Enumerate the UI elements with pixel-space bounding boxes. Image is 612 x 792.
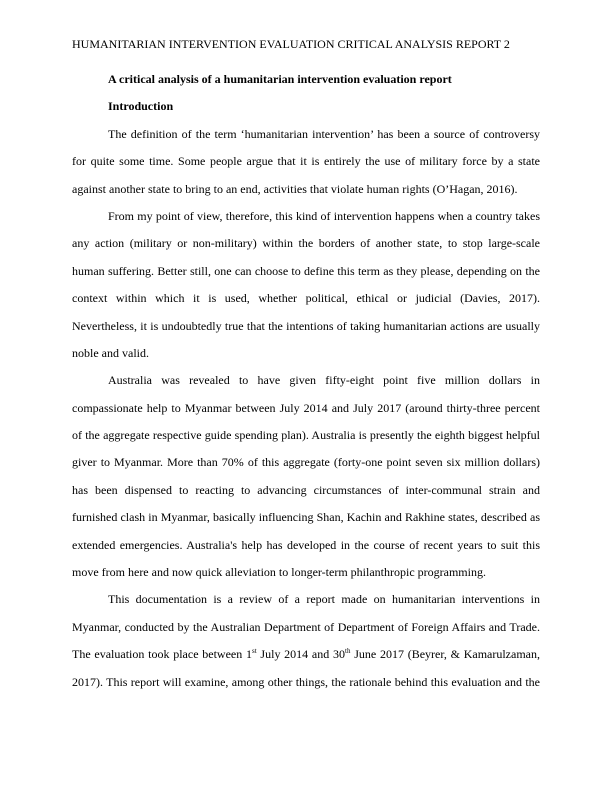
paragraph-line: giver to Myanmar. More than 70% of this aggregate (forty-one point seven six million dollars) — [72, 455, 540, 470]
paragraph-line: any action (military or non-military) within the borders of another state, to stop large-scale — [72, 236, 540, 251]
paragraph-line: Nevertheless, it is undoubtedly true that the intentions of taking humanitarian actions are usually — [72, 318, 540, 333]
paragraph-line: furnished clash in Myanmar, basically influencing Shan, Kachin and Rakhine states, described as — [72, 510, 540, 525]
page-number: 2 — [503, 37, 510, 51]
paragraph-line — [72, 645, 540, 672]
paragraph-line: extended emergencies. Australia's help has developed in the course of recent years to suit this — [72, 537, 540, 552]
paragraph-line: for quite some time. Some people argue that it is entirely the use of military force by a state — [72, 154, 540, 169]
eval-prefix: The evaluation took place between 1 — [72, 647, 253, 662]
running-head — [72, 36, 540, 52]
paragraph-line: The definition of the term ‘humanitarian intervention’ has been a source of controversy — [108, 126, 540, 141]
paragraph — [72, 125, 540, 207]
running-head-title: HUMANITARIAN INTERVENTION EVALUATION CRITICAL ANALYSIS REPORT — [72, 37, 501, 51]
paragraph-line: of the aggregate respective guide spending plan). Australia is presently the eighth biggest helpful — [72, 428, 540, 443]
paragraph-line: This documentation is a review of a report made on humanitarian interventions in — [108, 592, 540, 607]
document-body — [72, 70, 540, 700]
paragraph-line: From my point of view, therefore, this kind of intervention happens when a country takes — [108, 208, 540, 223]
eval-middle: July 2014 and 30 — [256, 647, 346, 662]
paragraph-line: Myanmar, conducted by the Australian Department of Department of Foreign Affairs and Trade. — [72, 619, 540, 634]
paragraph-line: move from here and now quick alleviation to longer-term philanthropic programming. — [72, 565, 486, 580]
paragraph — [72, 371, 540, 590]
paragraph-line: Australia was revealed to have given fifty-eight point five million dollars in — [108, 373, 540, 388]
eval-suffix: June 2017 (Beyrer, & Kamarulzaman, — [350, 647, 540, 662]
paragraph — [72, 207, 540, 371]
ordinal-suffix: st — [252, 647, 257, 656]
paragraph-line: has been dispensed to reacting to advancing circumstances of inter-communal strain and — [72, 482, 540, 497]
paragraph-line: context within which it is used, whether political, ethical or judicial (Davies, 2017). — [72, 291, 540, 306]
document-title: A critical analysis of a humanitarian intervention evaluation report — [108, 72, 452, 86]
paragraph-line: 2017). This report will examine, among other things, the rationale behind this evaluation and the — [72, 674, 540, 689]
paragraph-line: against another state to bring to an end, activities that violate human rights (O’Hagan, 2016). — [72, 181, 518, 196]
paragraph-line: noble and valid. — [72, 345, 149, 360]
paragraph-line: human suffering. Better still, one can choose to define this term as they please, depending on the — [72, 263, 540, 278]
paragraph-line: compassionate help to Myanmar between July 2014 and July 2017 (around thirty-three percent — [72, 400, 540, 415]
section-heading: Introduction — [108, 99, 174, 114]
paragraph — [72, 590, 540, 700]
ordinal-suffix: th — [345, 647, 351, 656]
